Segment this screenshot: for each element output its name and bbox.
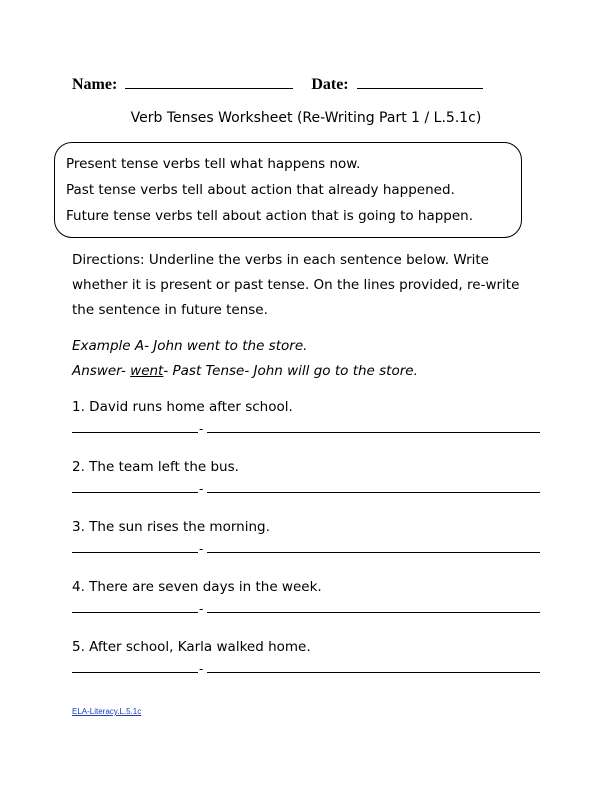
answer-separator: - xyxy=(199,662,204,676)
rewrite-answer-line[interactable] xyxy=(207,612,540,613)
rules-box xyxy=(54,142,522,238)
tense-answer-line[interactable] xyxy=(72,552,198,553)
answer-row xyxy=(72,658,542,680)
header-row xyxy=(72,74,542,94)
tense-answer-line[interactable] xyxy=(72,492,198,493)
question-5 xyxy=(72,636,542,680)
tense-answer-line[interactable] xyxy=(72,432,198,433)
rewrite-answer-line[interactable] xyxy=(207,432,540,433)
rewrite-answer-line[interactable] xyxy=(207,672,540,673)
date-label: Date: xyxy=(311,76,349,93)
name-label: Name: xyxy=(72,76,118,93)
example-answer xyxy=(72,359,542,384)
answer-row xyxy=(72,538,542,560)
example-answer-verb: went xyxy=(130,363,164,379)
example-answer-suffix: - Past Tense- John will go to the store. xyxy=(163,363,418,379)
question-text: 1. David runs home after school. xyxy=(72,399,293,415)
answer-separator: - xyxy=(199,602,204,616)
question-text: 4. There are seven days in the week. xyxy=(72,579,322,595)
answer-row xyxy=(72,418,542,440)
directions-text: Directions: Underline the verbs in each sentence below. Write whether it is present or past tense. On the lines provided, re-write the sentence in future tense. xyxy=(72,252,520,318)
answer-separator: - xyxy=(199,422,204,436)
answer-separator: - xyxy=(199,542,204,556)
example-answer-prefix: Answer- xyxy=(72,363,131,379)
question-text: 3. The sun rises the morning. xyxy=(72,519,270,535)
standard-link[interactable]: ELA-Literacy.L.5.1c xyxy=(72,707,142,716)
question-1 xyxy=(72,396,542,440)
answer-row xyxy=(72,598,542,620)
date-field-line[interactable] xyxy=(357,74,483,89)
name-field-line[interactable] xyxy=(125,74,293,89)
rule-past: Past tense verbs tell about action that already happened. xyxy=(66,182,455,198)
rewrite-answer-line[interactable] xyxy=(207,492,540,493)
answer-separator: - xyxy=(199,482,204,496)
question-text: 5. After school, Karla walked home. xyxy=(72,639,311,655)
question-4 xyxy=(72,576,542,620)
rule-present: Present tense verbs tell what happens now. xyxy=(66,156,361,172)
worksheet-title: Verb Tenses Worksheet (Re-Writing Part 1 / L.5.1c) xyxy=(130,110,482,126)
rewrite-answer-line[interactable] xyxy=(207,552,540,553)
example-sentence: Example A- John went to the store. xyxy=(72,338,308,354)
answer-row xyxy=(72,478,542,500)
question-2 xyxy=(72,456,542,500)
question-3 xyxy=(72,516,542,560)
question-text: 2. The team left the bus. xyxy=(72,459,239,475)
tense-answer-line[interactable] xyxy=(72,672,198,673)
tense-answer-line[interactable] xyxy=(72,612,198,613)
rule-future: Future tense verbs tell about action that is going to happen. xyxy=(66,208,474,224)
example-block xyxy=(72,334,542,384)
